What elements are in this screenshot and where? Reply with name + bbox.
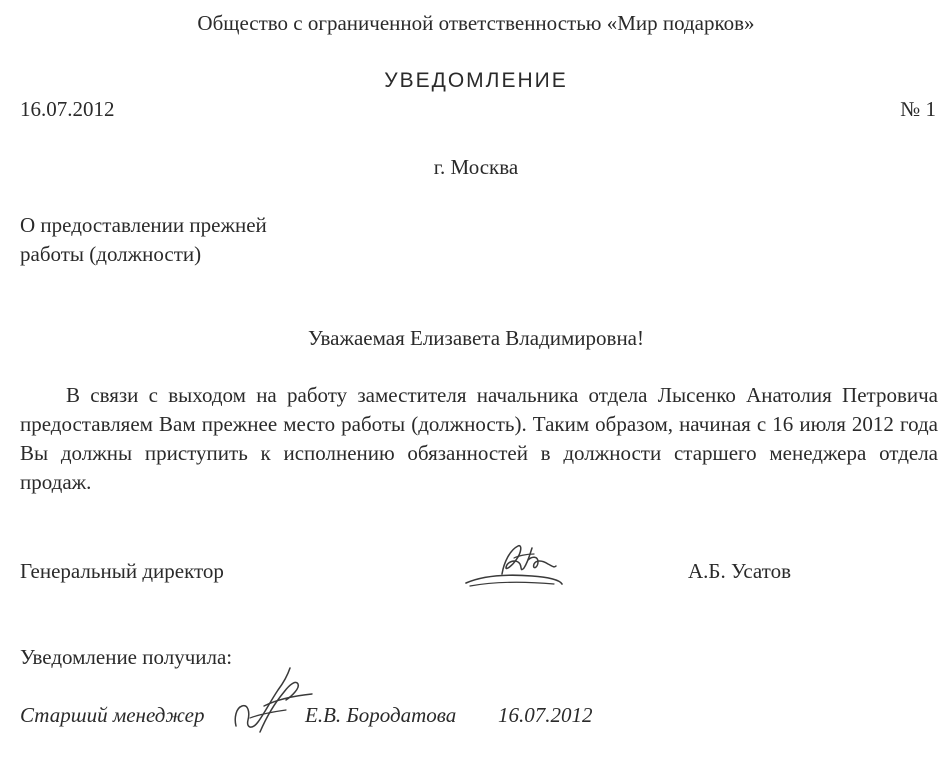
organization-header: Общество с ограниченной ответственностью «Мир подарков» [197, 11, 755, 35]
signatory-position: Генеральный директор [20, 559, 224, 583]
acknowledgement-date: 16.07.2012 [498, 703, 593, 727]
signatory-name: А.Б. Усатов [688, 559, 791, 583]
subject-line: О предоставлении прежней [20, 213, 267, 237]
director-signature [462, 538, 566, 594]
receiver-name: Е.В. Бородатова [305, 703, 457, 727]
salutation: Уважаемая Елизавета Владимировна! [308, 326, 644, 350]
acknowledgement-label: Уведомление получила: [20, 645, 233, 669]
document-date: 16.07.2012 [20, 97, 115, 121]
document-title: УВЕДОМЛЕНИЕ [384, 69, 568, 92]
document-number: № 1 [900, 97, 936, 121]
receiver-position: Старший менеджер [20, 703, 205, 727]
document-city: г. Москва [433, 155, 519, 179]
body-paragraph: В связи с выходом на работу заместителя начальника отдела Лысенко Анатолия Петровича предоставляем Вам прежнее место работы (должность). Таким образом, начиная с 16 июля 2012 года Вы должны приступить к исполнению обязанностей в должности старшего менеджера отдела продаж. [20, 383, 938, 494]
subject-line: работы (должности) [20, 242, 202, 266]
document-subject [20, 211, 267, 269]
